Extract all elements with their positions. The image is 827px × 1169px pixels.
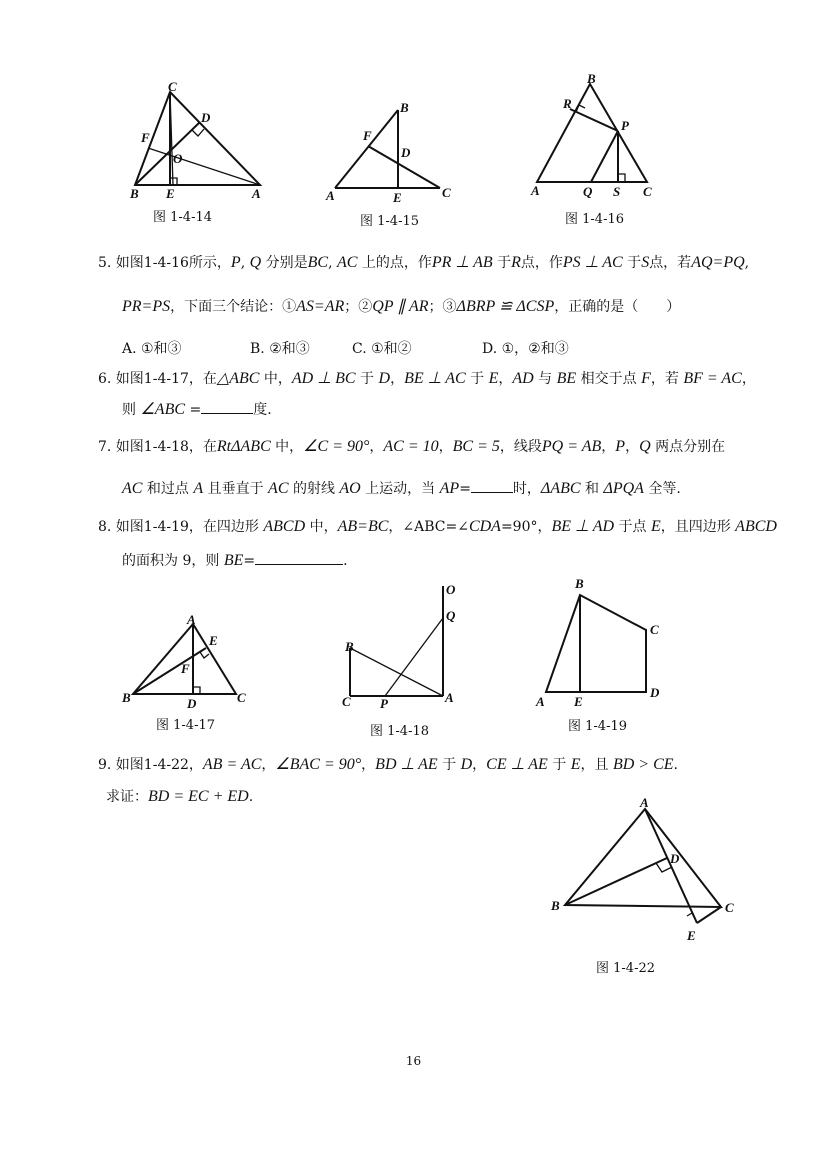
label-R: R <box>563 96 572 111</box>
label-P: P <box>621 118 629 133</box>
label-E: E <box>166 186 175 201</box>
question-7-line-2: AC 和过点 A 且垂直于 AC 的射线 AO 上运动，当 AP= 时，ΔABC 和 ΔPQA 全等. <box>122 480 681 497</box>
label-A: A <box>252 186 261 201</box>
figure-1-4-15 <box>320 98 460 228</box>
figure-1-4-22 <box>545 795 755 980</box>
option-d: D. ①，②和③ <box>482 341 569 357</box>
label-C: C <box>237 690 246 705</box>
label-A: A <box>531 183 540 198</box>
label-Q: Q <box>583 184 593 199</box>
label-C: C <box>168 79 177 94</box>
question-5-line-2: PR=PS，下面三个结论：①AS=AR；②QP ∥ AR；③ΔBRP ≌ ΔCSP，正确的是（ ） <box>122 298 681 315</box>
label-A: A <box>536 694 545 709</box>
label-A: A <box>326 188 335 203</box>
figure-caption: 图 1-4-16 <box>565 212 625 227</box>
label-A: A <box>640 795 649 810</box>
figure-1-4-17 <box>118 612 258 737</box>
figure-1-4-18-diagram <box>338 578 478 711</box>
option-a: A. ①和③ <box>122 341 182 357</box>
question-9-line-1: 9. 如图1-4-22，AB = AC，∠BAC = 90°，BD ⊥ AE 于 D，CE ⊥ AE 于 E，且 BD > CE. <box>98 756 678 773</box>
label-S: S <box>613 184 621 199</box>
figure-1-4-16 <box>525 72 675 227</box>
figure-1-4-22-diagram <box>545 795 755 945</box>
label-B: B <box>551 898 560 913</box>
label-P: P <box>380 696 388 711</box>
figure-1-4-16-diagram <box>525 72 675 202</box>
label-E: E <box>393 190 402 205</box>
answer-blank[interactable] <box>255 550 343 565</box>
figure-caption: 图 1-4-22 <box>596 961 656 976</box>
figure-1-4-19 <box>528 575 678 735</box>
label-F: F <box>181 661 190 676</box>
figure-caption: 图 1-4-15 <box>360 214 420 229</box>
label-B: B <box>400 100 409 115</box>
label-C: C <box>650 622 659 637</box>
answer-blank[interactable] <box>201 399 253 414</box>
question-8-line-1: 8. 如图1-4-19，在四边形 ABCD 中，AB=BC，∠ABC=∠CDA=90°，BE ⊥ AD 于点 E，且四边形 ABCD <box>98 518 777 535</box>
label-D: D <box>670 851 680 866</box>
figure-1-4-17-diagram <box>118 612 258 712</box>
option-c: C. ①和② <box>352 341 412 357</box>
label-D: D <box>201 110 211 125</box>
question-7-line-1: 7. 如图1-4-18，在RtΔABC 中，∠C = 90°，AC = 10，BC = 5，线段PQ = AB，P，Q 两点分别在 <box>98 438 726 455</box>
figure-1-4-14 <box>120 80 280 230</box>
label-B: B <box>345 639 354 654</box>
label-Q: Q <box>446 608 456 623</box>
label-O: O <box>173 151 183 166</box>
option-b: B. ②和③ <box>250 341 310 357</box>
label-E: E <box>209 633 218 648</box>
label-A: A <box>187 612 196 627</box>
label-F: F <box>363 128 372 143</box>
label-C: C <box>643 184 652 199</box>
figure-1-4-15-diagram <box>320 98 460 208</box>
question-6-line-2: 则 ∠ABC = 度. <box>122 401 272 418</box>
question-9-line-2: 求证：BD = EC + ED. <box>106 788 254 805</box>
label-D: D <box>650 685 660 700</box>
label-D: D <box>187 696 197 711</box>
figure-1-4-14-diagram <box>120 80 280 200</box>
figure-caption: 图 1-4-19 <box>568 719 628 734</box>
label-D: D <box>401 145 411 160</box>
question-5-line-1: 5. 如图1-4-16所示，P, Q 分别是BC, AC 上的点，作PR ⊥ AB 于R点，作PS ⊥ AC 于S点，若AQ=PQ, <box>98 254 750 271</box>
figure-1-4-19-diagram <box>528 575 678 710</box>
figure-1-4-18 <box>338 578 478 738</box>
label-B: B <box>122 690 131 705</box>
label-A: A <box>445 690 454 705</box>
figure-caption: 图 1-4-17 <box>156 718 216 733</box>
label-B: B <box>130 186 139 201</box>
figure-caption: 图 1-4-14 <box>153 210 213 225</box>
question-8-line-2: 的面积为 9，则 BE= . <box>122 552 348 569</box>
figure-caption: 图 1-4-18 <box>370 724 430 739</box>
answer-blank[interactable] <box>471 478 513 493</box>
label-E: E <box>687 928 696 943</box>
question-6-line-1: 6. 如图1-4-17，在△ABC 中，AD ⊥ BC 于 D，BE ⊥ AC 于 E，AD 与 BE 相交于点 F，若 BF = AC， <box>98 370 756 387</box>
label-C: C <box>342 694 351 709</box>
label-C: C <box>725 900 734 915</box>
label-B: B <box>587 71 596 86</box>
label-C: C <box>442 185 451 200</box>
label-E: E <box>574 694 583 709</box>
page-number: 16 <box>405 1054 422 1068</box>
label-O: O <box>446 582 456 597</box>
label-F: F <box>141 130 150 145</box>
label-B: B <box>575 576 584 591</box>
